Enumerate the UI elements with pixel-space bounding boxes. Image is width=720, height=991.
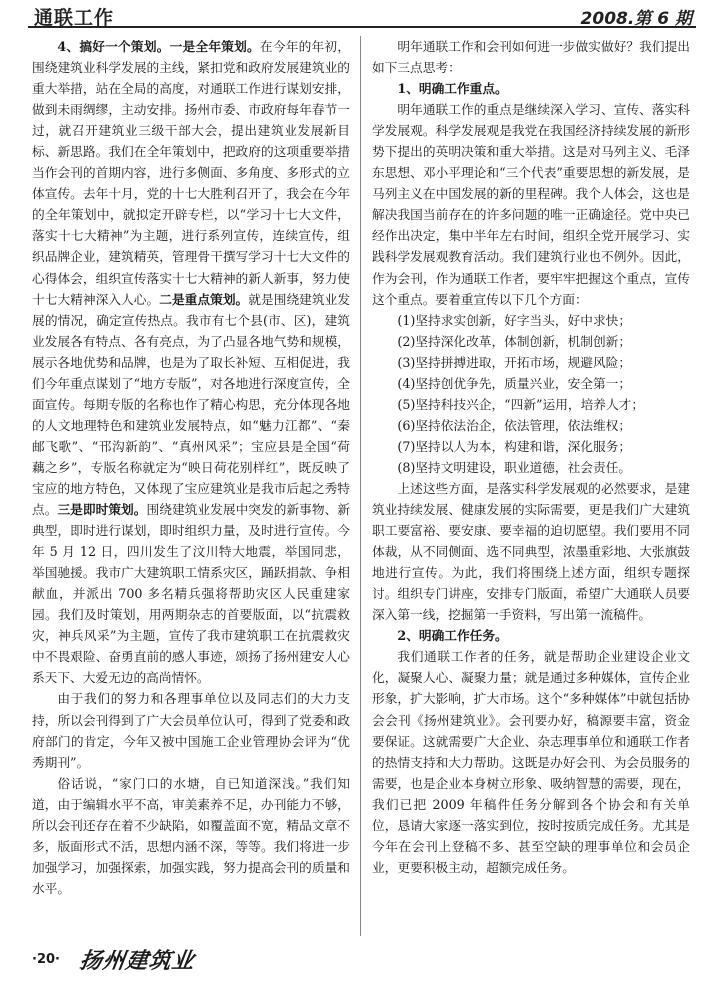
list-item: (5)坚持科技兴企，“四新”运用，培养人才； (397, 396, 645, 412)
right-column (372, 36, 690, 878)
paragraph-shortcomings: 俗话说，“家门口的水塘，自已知道深浅。”我们知道，由于编辑水平不高，审美素养不足，办刊能力不够，所以会刊还存在着不少缺陷，如覆盖面不宽，精品文章不多，版面形式不活，思想内涵不深，等等。我们将进一步加强学习，加强探索，加强实践，努力提高会刊的质量和水平。 (32, 775, 350, 896)
heading-work-focus: 1、明确工作重点。 (397, 81, 508, 97)
paragraph-recognition: 由于我们的努力和各理事单位以及同志们的大力支持，所以会刊得到了广大会员单位认可，得到了党委和政府部门的肯定，今年又被中国施工企业管理协会评为“优秀期刊”。 (32, 691, 350, 770)
paragraph-intro: 明年通联工作和会刊如何进一步做实做好？我们提出如下三点思考： (372, 39, 690, 76)
issue-label: 2008.第 6 期 (580, 9, 692, 29)
list-item: (3)坚持拼搏进取，开拓市场，规避风险； (397, 354, 632, 370)
list-item: (6)坚持依法治企，依法管理，依法维权； (397, 417, 632, 433)
heading-work-tasks: 2、明确工作任务。 (397, 628, 508, 644)
points-list (372, 310, 690, 478)
text-focus: 就是围绕建筑业发展的情况，确定宣传热点。我市有七个县(市、区)，建筑业发展各有特点、各有亮点，为了凸显各地气势和规模，展示各地优势和品牌，也是为了取长补短、互相促进，我们今年重点谋划了“地方专版”，对各地进行深度宣传，全面宣传。每期专版的名称也作了精心构思，充分体现各地的人文地理特色和建筑业发展特点，如“魅力江都”、“秦邮飞歌”、“邗沟新韵”、“真州风采”；宝应县是全国“荷藕之乡”，专版名称就定为“映日荷花别样红”，既反映了宝应的地方特色，又体现了宝应建筑业是我市后起之秀特点。 (32, 291, 351, 518)
list-item: (2)坚持深化改革，体制创新，机制创新； (397, 333, 632, 349)
page-footer (32, 944, 692, 976)
paragraph-requirements: 上述这些方面，是落实科学发展观的必然要求，是建筑业持续发展、健康发展的实际需要，更是我们广大建筑职工要富裕、要安康、要幸福的迫切愿望。我们要用不同体裁，从不同侧面、选不同典型，浓墨重彩地、大张旗鼓地进行宣传。为此，我们将围绕上述方面，组织专题探讨。组织专门讲座，安排专门版面，希望广大通联人员要深入第一线，挖掘第一手资料，写出第一流稿件。 (372, 480, 690, 623)
sub-heading-annual: 一是全年策划。 (169, 39, 260, 54)
list-item: (4)坚持创优争先，质量兴业，安全第一； (397, 375, 632, 391)
list-item: (8)坚持文明建设，职业道德，社会责任。 (397, 459, 632, 475)
text-annual: 在今年的年初，围绕建筑业科学发展的主线，紧扣党和政府发展建筑业的重大举措，站在全局的高度，对通联工作进行谋划安排，做到未雨绸缪，主动安排。扬州市委、市政府每年春节一过，就召开建筑业三级干部大会，提出建筑业发展新目标、新思路。我们在全年策划中，把政府的这项重要举措当作会刊的首期内容，进行多侧面、多角度、多形式的立体宣传。去年十月，党的十七大胜利召开了，我会在今年的全年策划中，就拟定开辟专栏，以“学习十七大文件，落实十七大精神”为主题，进行系列宣传，连续宣传，组织品牌企业，建筑精英，管理骨干撰写学习十七大文件的心得体会，组织宣传落实十七大精神的新人新事，努力使十七大精神深入人心。 (32, 39, 351, 307)
list-item: (1)坚持求实创新，好字当头，好中求快； (397, 312, 632, 328)
item-heading: 4、搞好一个策划。 (57, 39, 170, 54)
paragraph-planning (32, 36, 350, 688)
sub-heading-instant: 三是即时策划。 (57, 502, 147, 518)
page-header (28, 2, 696, 28)
column-divider (360, 36, 361, 936)
list-item: (7)坚持以人为本，构建和谐，深化服务； (397, 438, 632, 454)
text-instant: 围绕建筑业发展中突发的新事物、新典型，即时进行谋划，即时组织力量，及时进行宣传。今年 5 月 12 日，四川发生了汶川特大地震，举国同悲，举国驰援。我市广大建筑职工情系灾区，踊跃捐款、争相献血，并派出 700 多名精兵强将帮助灾区人民重建家园。我们及时策划，用两期杂志的首要版面，以“抗震救灾，神兵风采”为主题，宣传了我市建筑职工在抗震救灾中不畏艰险、奋勇直前的感人事迹，颂扬了扬州建安人心系天下、大爱无边的高尚情怀。 (32, 502, 351, 686)
left-column (32, 36, 350, 899)
page-number: ·20· (32, 952, 60, 967)
paragraph-work-focus: 明年通联工作的重点是继续深入学习、宣传、落实科学发展观。科学发展观是我党在我国经济持续发展的新形势下提出的英明决策和重大举措。这是对马列主义、毛泽东思想、邓小平理论和“三个代表”重要思想的新发展，是马列主义在中国发展的新的里程碑。我个人体会，这也是解决我国当前存在的许多问题的唯一正确途径。党中央已经作出决定，集中半年左右时间，组织全党开展学习、实践科学发展观教育活动。我们建筑行业也不例外。因此，作为会刊，作为通联工作者，要牢牢把握这个重点，宣传这个重点。要着重宣传以下几个方面： (372, 102, 690, 307)
section-title: 通联工作 (34, 7, 115, 29)
sub-heading-focus: 二是重点策划。 (159, 291, 249, 307)
paragraph-work-tasks: 我们通联工作者的任务，就是帮助企业建设企业文化，凝聚人心、凝聚力量；就是通过多种媒体，宣传企业形象，扩大影响，扩大市场。这个“多种媒体”中就包括协会会刊《扬州建筑业》。会刊要办好，稿源要丰富，资金要保证。这就需要广大企业、杂志理事单位和通联工作者的热情支持和大力帮助。这既是办好会刊、为会员服务的需要，也是企业本身树立形象、吸纳智慧的需要，现在，我们已把 2009 年稿件任务分解到各个协会和有关单位，恳请大家逐一落实到位，按时按质完成任务。尤其是今年在会刊上登稿不多、甚至空缺的理事单位和会员企业，更要积极主动，超额完成任务。 (372, 649, 690, 875)
magazine-logo: 扬州建筑业 (77, 948, 197, 974)
